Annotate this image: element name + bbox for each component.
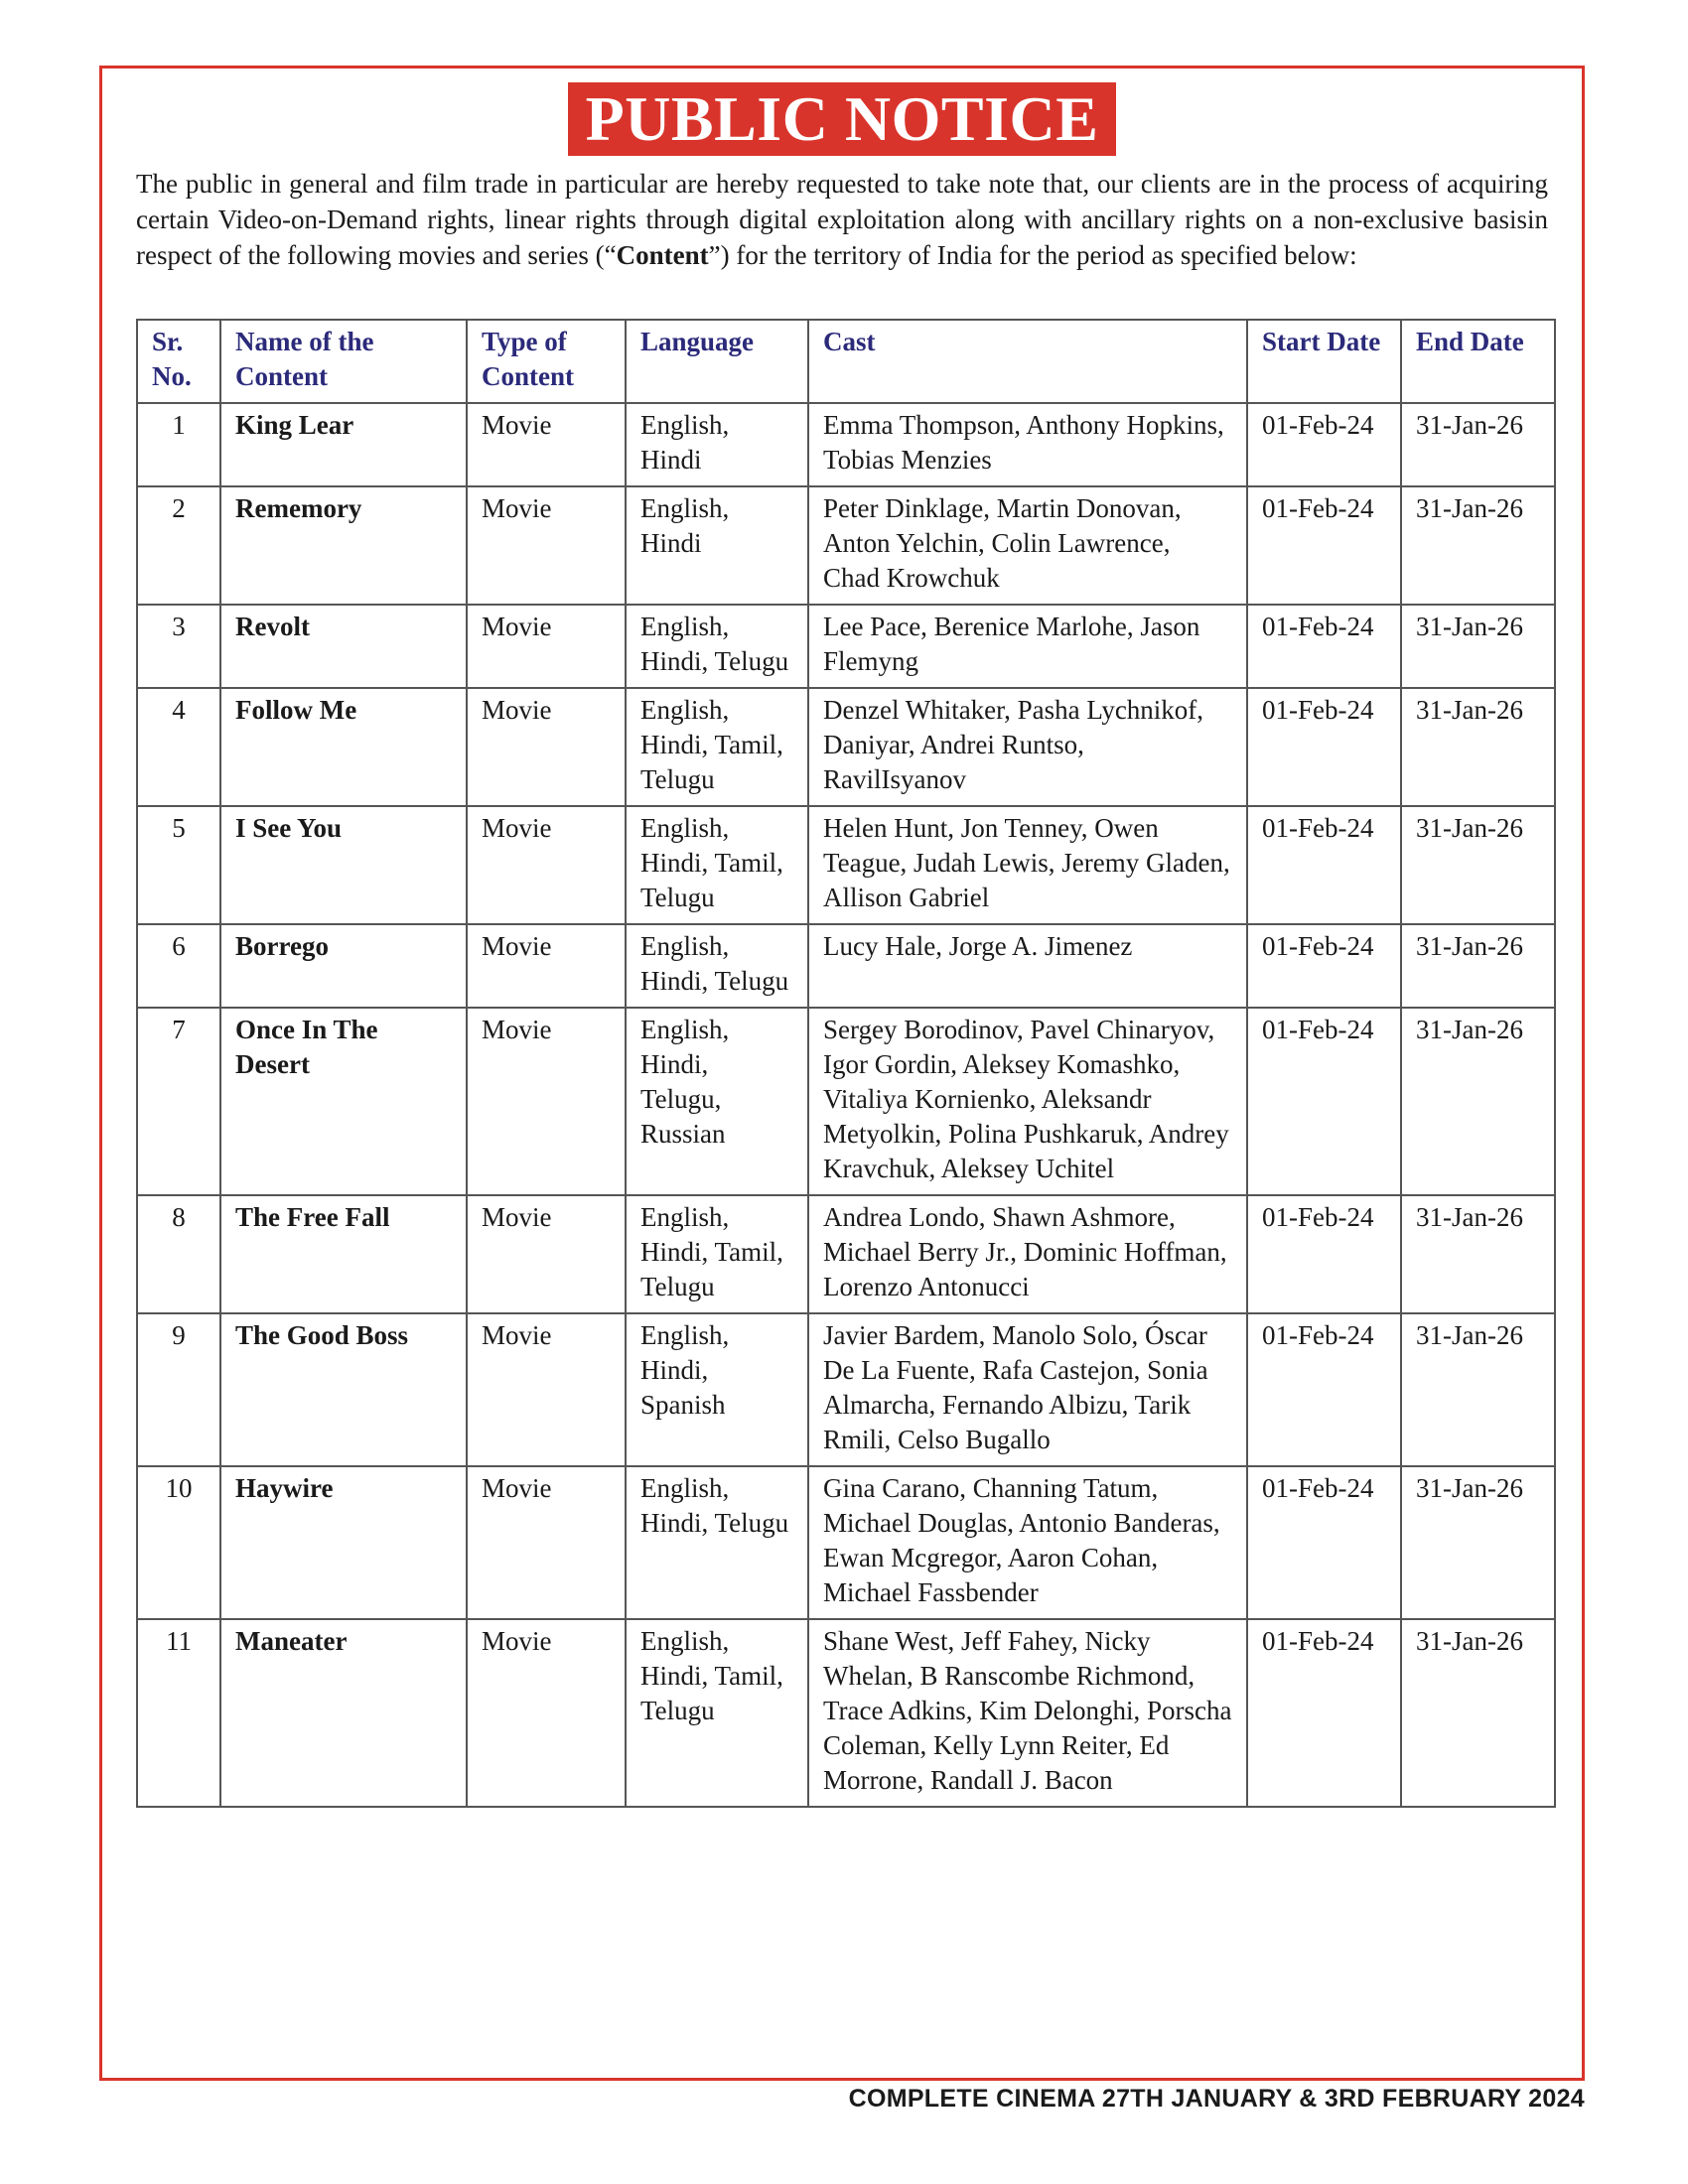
table-row	[137, 605, 1555, 688]
cell-sr-no: 6	[137, 924, 220, 1008]
intro-text-after: ”) for the territory of India for the period as specified below:	[708, 240, 1357, 270]
header-type: Type of Content	[467, 320, 626, 403]
header-language: Language	[626, 320, 808, 403]
cell-language: English, Hindi	[626, 486, 808, 605]
table-row	[137, 688, 1555, 806]
title-wrap	[102, 82, 1582, 156]
cell-content-name: I See You	[220, 806, 467, 924]
cell-type: Movie	[467, 1619, 626, 1807]
cell-language: English, Hindi, Tamil, Telugu	[626, 1195, 808, 1313]
cell-language: English, Hindi, Telugu	[626, 924, 808, 1008]
content-table	[136, 319, 1556, 1808]
cell-start-date: 01-Feb-24	[1247, 806, 1401, 924]
notice-border	[99, 66, 1585, 2081]
page-title: PUBLIC NOTICE	[568, 82, 1117, 156]
cell-end-date: 31-Jan-26	[1401, 688, 1555, 806]
cell-cast: Lee Pace, Berenice Marlohe, Jason Flemyng	[808, 605, 1247, 688]
cell-cast: Javier Bardem, Manolo Solo, Óscar De La Fuente, Rafa Castejon, Sonia Almarcha, Fernando Albizu, Tarik Rmili, Celso Bugallo	[808, 1313, 1247, 1466]
cell-type: Movie	[467, 1313, 626, 1466]
cell-end-date: 31-Jan-26	[1401, 486, 1555, 605]
cell-sr-no: 5	[137, 806, 220, 924]
cell-sr-no: 1	[137, 403, 220, 486]
cell-content-name: Revolt	[220, 605, 467, 688]
cell-cast: Helen Hunt, Jon Tenney, Owen Teague, Judah Lewis, Jeremy Gladen, Allison Gabriel	[808, 806, 1247, 924]
cell-content-name: The Free Fall	[220, 1195, 467, 1313]
table-row	[137, 1619, 1555, 1807]
header-end-date: End Date	[1401, 320, 1555, 403]
cell-type: Movie	[467, 1008, 626, 1195]
cell-sr-no: 11	[137, 1619, 220, 1807]
cell-language: English, Hindi, Tamil, Telugu	[626, 806, 808, 924]
cell-start-date: 01-Feb-24	[1247, 605, 1401, 688]
cell-cast: Shane West, Jeff Fahey, Nicky Whelan, B Ranscombe Richmond, Trace Adkins, Kim Delonghi, Porscha Coleman, Kelly Lynn Reiter, Ed Morrone, Randall J. Bacon	[808, 1619, 1247, 1807]
cell-language: English, Hindi, Telugu, Russian	[626, 1008, 808, 1195]
table-body	[137, 403, 1555, 1807]
table-row	[137, 1008, 1555, 1195]
cell-sr-no: 9	[137, 1313, 220, 1466]
cell-sr-no: 2	[137, 486, 220, 605]
cell-type: Movie	[467, 486, 626, 605]
cell-type: Movie	[467, 1195, 626, 1313]
cell-sr-no: 7	[137, 1008, 220, 1195]
cell-type: Movie	[467, 605, 626, 688]
table-row	[137, 1195, 1555, 1313]
cell-language: English, Hindi, Tamil, Telugu	[626, 1619, 808, 1807]
table-header-row	[137, 320, 1555, 403]
cell-sr-no: 10	[137, 1466, 220, 1619]
cell-cast: Gina Carano, Channing Tatum, Michael Douglas, Antonio Banderas, Ewan Mcgregor, Aaron Cohan, Michael Fassbender	[808, 1466, 1247, 1619]
intro-text-bold: Content	[616, 240, 709, 270]
cell-cast: Lucy Hale, Jorge A. Jimenez	[808, 924, 1247, 1008]
cell-type: Movie	[467, 924, 626, 1008]
cell-content-name: The Good Boss	[220, 1313, 467, 1466]
cell-start-date: 01-Feb-24	[1247, 1313, 1401, 1466]
cell-language: English, Hindi	[626, 403, 808, 486]
footer-publication-line: COMPLETE CINEMA 27TH JANUARY & 3RD FEBRUARY 2024	[848, 2085, 1585, 2113]
cell-start-date: 01-Feb-24	[1247, 1008, 1401, 1195]
cell-language: English, Hindi, Spanish	[626, 1313, 808, 1466]
cell-type: Movie	[467, 403, 626, 486]
cell-content-name: Haywire	[220, 1466, 467, 1619]
cell-end-date: 31-Jan-26	[1401, 1619, 1555, 1807]
cell-content-name: King Lear	[220, 403, 467, 486]
cell-start-date: 01-Feb-24	[1247, 1619, 1401, 1807]
header-sr-no: Sr. No.	[137, 320, 220, 403]
cell-cast: Peter Dinklage, Martin Donovan, Anton Yelchin, Colin Lawrence, Chad Krowchuk	[808, 486, 1247, 605]
table-row	[137, 486, 1555, 605]
cell-type: Movie	[467, 806, 626, 924]
cell-language: English, Hindi, Telugu	[626, 1466, 808, 1619]
cell-cast: Sergey Borodinov, Pavel Chinaryov, Igor Gordin, Aleksey Komashko, Vitaliya Kornienko, Aleksandr Metyolkin, Polina Pushkaruk, Andrey Kravchuk, Aleksey Uchitel	[808, 1008, 1247, 1195]
table-row	[137, 403, 1555, 486]
cell-sr-no: 3	[137, 605, 220, 688]
cell-language: English, Hindi, Tamil, Telugu	[626, 688, 808, 806]
cell-content-name: Once In The Desert	[220, 1008, 467, 1195]
cell-content-name: Rememory	[220, 486, 467, 605]
table-row	[137, 806, 1555, 924]
table-row	[137, 924, 1555, 1008]
cell-cast: Denzel Whitaker, Pasha Lychnikof, Daniyar, Andrei Runtso, RavilIsyanov	[808, 688, 1247, 806]
cell-start-date: 01-Feb-24	[1247, 924, 1401, 1008]
cell-end-date: 31-Jan-26	[1401, 924, 1555, 1008]
cell-sr-no: 4	[137, 688, 220, 806]
cell-content-name: Maneater	[220, 1619, 467, 1807]
cell-content-name: Borrego	[220, 924, 467, 1008]
cell-type: Movie	[467, 688, 626, 806]
cell-start-date: 01-Feb-24	[1247, 688, 1401, 806]
cell-start-date: 01-Feb-24	[1247, 1466, 1401, 1619]
intro-text-before: The public in general and film trade in particular are hereby requested to take note that, our clients are in the process of acquiring certain Video-on-Demand rights, linear rights through digital exploitation along with ancillary rights on a non-exclusive basisin respect of the following movies and series (“	[136, 169, 1548, 270]
table-row	[137, 1466, 1555, 1619]
cell-start-date: 01-Feb-24	[1247, 1195, 1401, 1313]
cell-start-date: 01-Feb-24	[1247, 486, 1401, 605]
cell-language: English, Hindi, Telugu	[626, 605, 808, 688]
intro-paragraph	[136, 166, 1548, 273]
cell-end-date: 31-Jan-26	[1401, 605, 1555, 688]
cell-end-date: 31-Jan-26	[1401, 1195, 1555, 1313]
cell-type: Movie	[467, 1466, 626, 1619]
cell-cast: Emma Thompson, Anthony Hopkins, Tobias Menzies	[808, 403, 1247, 486]
cell-content-name: Follow Me	[220, 688, 467, 806]
header-cast: Cast	[808, 320, 1247, 403]
cell-end-date: 31-Jan-26	[1401, 1313, 1555, 1466]
cell-start-date: 01-Feb-24	[1247, 403, 1401, 486]
cell-end-date: 31-Jan-26	[1401, 1466, 1555, 1619]
table-row	[137, 1313, 1555, 1466]
cell-end-date: 31-Jan-26	[1401, 403, 1555, 486]
header-start-date: Start Date	[1247, 320, 1401, 403]
header-name: Name of the Content	[220, 320, 467, 403]
cell-end-date: 31-Jan-26	[1401, 1008, 1555, 1195]
cell-end-date: 31-Jan-26	[1401, 806, 1555, 924]
cell-sr-no: 8	[137, 1195, 220, 1313]
cell-cast: Andrea Londo, Shawn Ashmore, Michael Berry Jr., Dominic Hoffman, Lorenzo Antonucci	[808, 1195, 1247, 1313]
